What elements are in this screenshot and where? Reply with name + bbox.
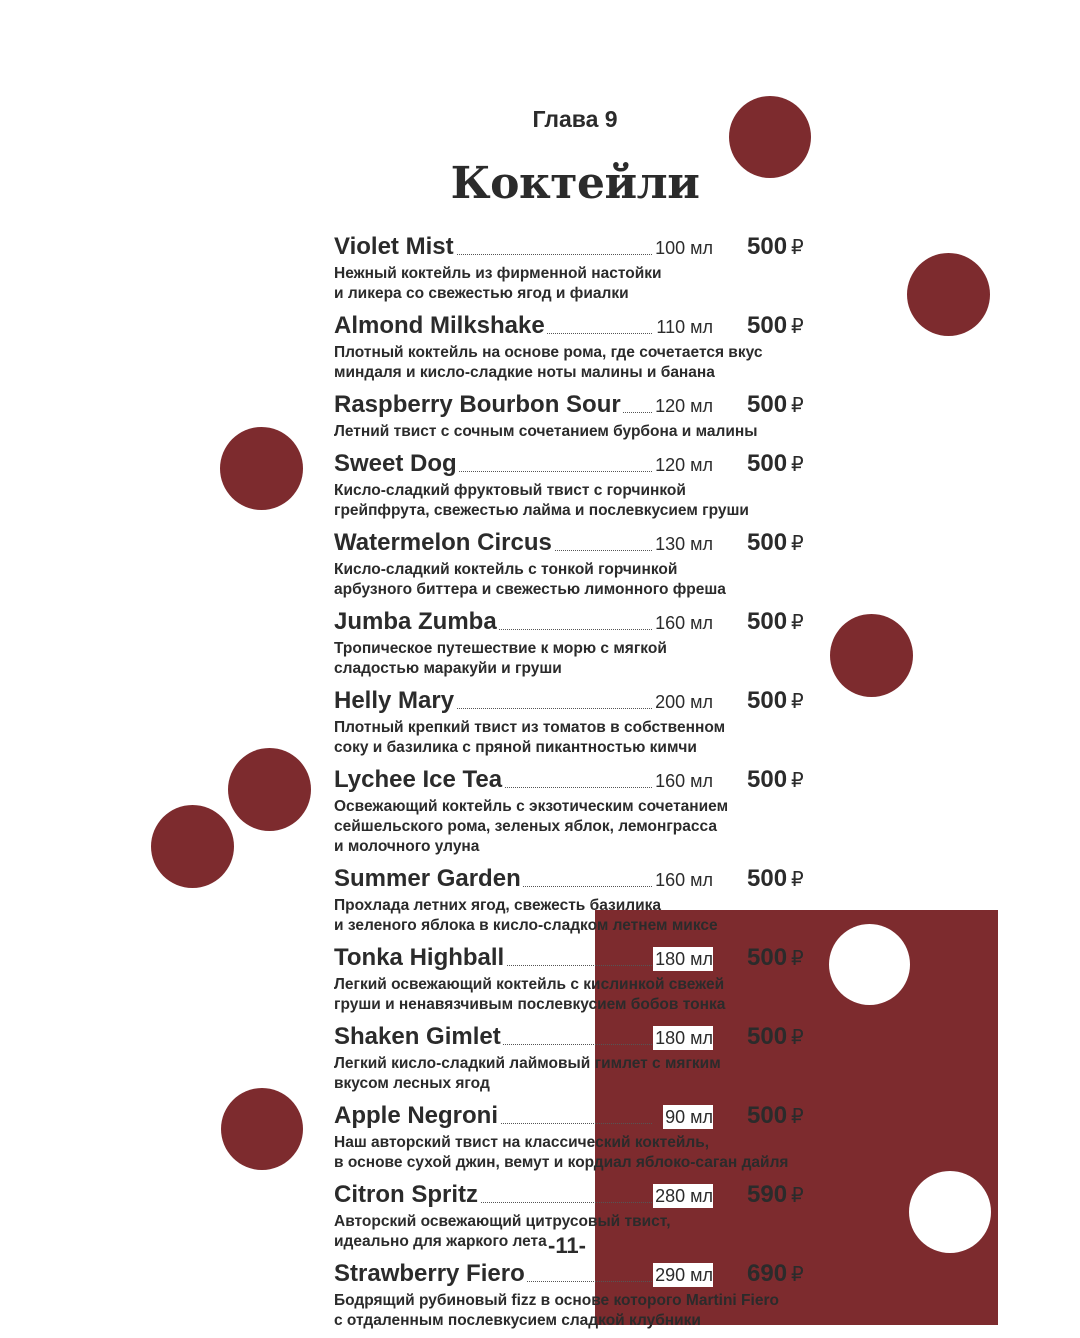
cocktail-menu-list bbox=[334, 232, 834, 1338]
menu-item-price bbox=[747, 765, 804, 796]
currency-symbol: ₽ bbox=[791, 869, 804, 891]
menu-item bbox=[334, 864, 834, 936]
menu-item-name: Watermelon Circus bbox=[334, 529, 552, 556]
currency-symbol: ₽ bbox=[791, 1185, 804, 1207]
menu-item-line bbox=[334, 1101, 834, 1133]
currency-symbol: ₽ bbox=[791, 237, 804, 259]
decorative-dot bbox=[228, 748, 311, 831]
menu-item-name: Tonka Highball bbox=[334, 944, 505, 971]
menu-item-description: Прохлада летних ягод, свежесть базилика и зеленого яблока в кисло-сладком летнем миксе bbox=[334, 897, 718, 934]
menu-item-volume: 110 мл bbox=[656, 317, 713, 337]
decorative-dot bbox=[907, 253, 990, 336]
menu-item-price bbox=[747, 943, 804, 974]
menu-item-line bbox=[334, 390, 834, 422]
menu-item-price bbox=[747, 528, 804, 559]
menu-item bbox=[334, 607, 834, 679]
menu-item bbox=[334, 390, 834, 442]
decorative-white-dot bbox=[829, 924, 910, 1005]
menu-item-line bbox=[334, 765, 834, 797]
menu-item-volume: 280 мл bbox=[655, 1186, 713, 1206]
menu-item-line bbox=[334, 528, 834, 560]
menu-item-volume: 160 мл bbox=[655, 613, 713, 633]
menu-item-name: Summer Garden bbox=[334, 865, 521, 892]
menu-item bbox=[334, 449, 834, 521]
decorative-dot bbox=[151, 805, 234, 888]
decorative-dot bbox=[830, 614, 913, 697]
menu-item bbox=[334, 232, 834, 304]
price-value: 590 bbox=[747, 1181, 788, 1208]
menu-item-name: Helly Mary bbox=[334, 687, 455, 714]
chapter-label: Глава 9 bbox=[532, 106, 618, 132]
menu-item-price bbox=[747, 1259, 804, 1290]
menu-item-price bbox=[747, 390, 804, 421]
currency-symbol: ₽ bbox=[791, 1106, 804, 1128]
menu-item-name: Raspberry Bourbon Sour bbox=[334, 391, 621, 418]
decorative-dot bbox=[220, 427, 303, 510]
menu-item-description: Кисло-сладкий коктейль с тонкой горчинкой арбузного биттера и свежестью лимонного фреша bbox=[334, 561, 726, 598]
menu-item-price bbox=[747, 232, 804, 263]
menu-item-price bbox=[747, 449, 804, 480]
currency-symbol: ₽ bbox=[791, 948, 804, 970]
menu-item-volume: 100 мл bbox=[655, 238, 713, 258]
menu-item-name: Lychee Ice Tea bbox=[334, 766, 503, 793]
menu-item-volume: 160 мл bbox=[655, 771, 713, 791]
currency-symbol: ₽ bbox=[791, 612, 804, 634]
menu-item-name: Citron Spritz bbox=[334, 1181, 478, 1208]
price-value: 500 bbox=[747, 233, 788, 260]
decorative-white-dot bbox=[909, 1171, 991, 1253]
menu-item-description: Тропическое путешествие к морю с мягкой сладостью маракуйи и груши bbox=[334, 640, 667, 677]
menu-item-price bbox=[747, 686, 804, 717]
currency-symbol: ₽ bbox=[791, 454, 804, 476]
menu-item-description: Наш авторский твист на классический коктейль, в основе сухой джин, вемут и кордиал яблоко-саган дайля bbox=[334, 1134, 789, 1171]
menu-item-description: Авторский освежающий цитрусовый твист, идеально для жаркого лета bbox=[334, 1213, 671, 1250]
price-value: 500 bbox=[747, 865, 788, 892]
menu-item-line bbox=[334, 1180, 834, 1212]
menu-item-price bbox=[747, 1101, 804, 1132]
menu-item bbox=[334, 1022, 834, 1094]
menu-item-name: Apple Negroni bbox=[334, 1102, 499, 1129]
menu-item bbox=[334, 528, 834, 600]
menu-item-price bbox=[747, 1180, 804, 1211]
currency-symbol: ₽ bbox=[791, 1027, 804, 1049]
menu-item-line bbox=[334, 1022, 834, 1054]
page-number: -11- bbox=[548, 1233, 586, 1258]
currency-symbol: ₽ bbox=[791, 395, 804, 417]
menu-item bbox=[334, 765, 834, 857]
menu-item-description: Освежающий коктейль с экзотическим сочетанием сейшельского рома, зеленых яблок, лемонграсса и молочного улуна bbox=[334, 798, 729, 855]
menu-item bbox=[334, 943, 834, 1015]
price-value: 500 bbox=[747, 608, 788, 635]
price-value: 500 bbox=[747, 529, 788, 556]
price-value: 500 bbox=[747, 687, 788, 714]
price-value: 690 bbox=[747, 1260, 788, 1287]
menu-item-price bbox=[747, 607, 804, 638]
price-value: 500 bbox=[747, 1102, 788, 1129]
menu-item-line bbox=[334, 1259, 834, 1291]
currency-symbol: ₽ bbox=[791, 691, 804, 713]
menu-item-volume: 130 мл bbox=[655, 534, 713, 554]
currency-symbol: ₽ bbox=[791, 316, 804, 338]
menu-item-description: Бодрящий рубиновый fizz в основе которого Martini Fiero с отдаленным послевкусием сладкой клубники bbox=[334, 1292, 779, 1329]
menu-item-volume: 120 мл bbox=[655, 455, 713, 475]
price-value: 500 bbox=[747, 944, 788, 971]
price-value: 500 bbox=[747, 1023, 788, 1050]
menu-item-volume: 160 мл bbox=[655, 870, 713, 890]
menu-item-name: Violet Mist bbox=[334, 233, 454, 260]
page-title: Коктейли bbox=[450, 158, 700, 209]
menu-item-line bbox=[334, 943, 834, 975]
menu-item-line bbox=[334, 311, 834, 343]
menu-item-name: Sweet Dog bbox=[334, 450, 457, 477]
price-value: 500 bbox=[747, 312, 788, 339]
menu-item-price bbox=[747, 1022, 804, 1053]
menu-item-line bbox=[334, 449, 834, 481]
menu-item-description: Кисло-сладкий фруктовый твист с горчинкой грейпфрута, свежестью лайма и послевкусием груши bbox=[334, 482, 749, 519]
menu-item-volume: 180 мл bbox=[655, 949, 713, 969]
menu-item-name: Jumba Zumba bbox=[334, 608, 497, 635]
menu-item bbox=[334, 1259, 834, 1331]
price-value: 500 bbox=[747, 766, 788, 793]
menu-item-volume: 120 мл bbox=[655, 396, 713, 416]
menu-item-volume: 90 мл bbox=[665, 1107, 713, 1127]
price-value: 500 bbox=[747, 391, 788, 418]
menu-item-volume: 200 мл bbox=[655, 692, 713, 712]
currency-symbol: ₽ bbox=[791, 533, 804, 555]
menu-item-price bbox=[747, 864, 804, 895]
menu-item-price bbox=[747, 311, 804, 342]
menu-item-line bbox=[334, 686, 834, 718]
menu-item bbox=[334, 686, 834, 758]
menu-item bbox=[334, 311, 834, 383]
menu-item-name: Shaken Gimlet bbox=[334, 1023, 501, 1050]
menu-item-description: Легкий освежающий коктейль с кислинкой свежей груши и ненавязчивым послевкусием бобов тонка bbox=[334, 976, 726, 1013]
menu-item bbox=[334, 1101, 834, 1173]
menu-item-description: Нежный коктейль из фирменной настойки и ликера со свежестью ягод и фиалки bbox=[334, 265, 662, 302]
menu-item-description: Плотный коктейль на основе рома, где сочетается вкус миндаля и кисло-сладкие ноты малины и банана bbox=[334, 344, 763, 381]
menu-item-description: Летний твист с сочным сочетанием бурбона и малины bbox=[334, 423, 758, 440]
menu-item-line bbox=[334, 864, 834, 896]
menu-item-line bbox=[334, 232, 834, 264]
price-value: 500 bbox=[747, 450, 788, 477]
decorative-dot bbox=[221, 1088, 303, 1170]
menu-item-volume: 290 мл bbox=[655, 1265, 713, 1285]
currency-symbol: ₽ bbox=[791, 770, 804, 792]
menu-item-line bbox=[334, 607, 834, 639]
menu-item-name: Strawberry Fiero bbox=[334, 1260, 525, 1287]
currency-symbol: ₽ bbox=[791, 1264, 804, 1286]
menu-item-name: Almond Milkshake bbox=[334, 312, 545, 339]
menu-item-description: Плотный крепкий твист из томатов в собственном соку и базилика с пряной пикантностью кимчи bbox=[334, 719, 726, 756]
menu-item-description: Легкий кисло-сладкий лаймовый гимлет с мягким вкусом лесных ягод bbox=[334, 1055, 721, 1092]
menu-item-volume: 180 мл bbox=[655, 1028, 713, 1048]
